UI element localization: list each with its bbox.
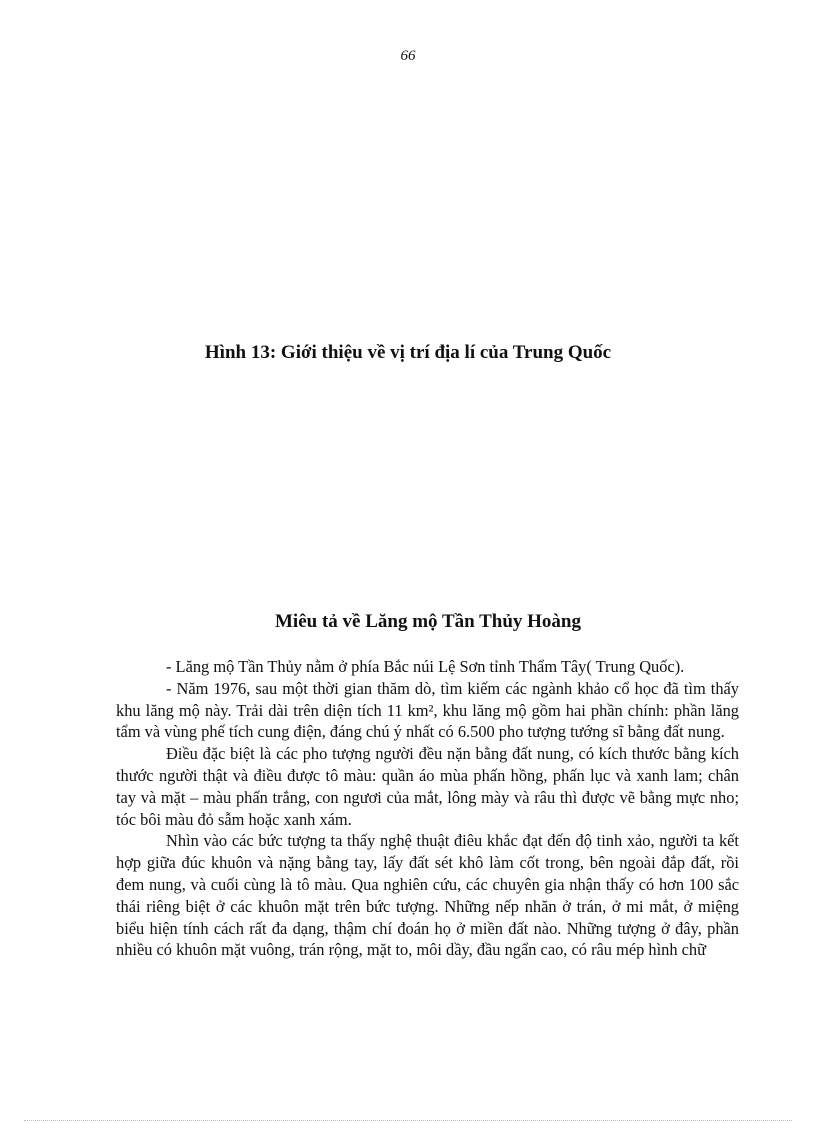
paragraph-location: - Lăng mộ Tần Thủy nằm ở phía Bắc núi Lệ Sơn tỉnh Thẩm Tây( Trung Quốc).: [166, 657, 685, 676]
figure-caption: Hình 13: Giới thiệu về vị trí địa lí của Trung Quốc: [204, 342, 612, 363]
section-title: Miêu tả về Lăng mộ Tần Thủy Hoàng: [275, 611, 581, 632]
body-text: [116, 656, 739, 961]
paragraph-sculpture: Nhìn vào các bức tượng ta thấy nghệ thuật điêu khắc đạt đến độ tinh xảo, người ta kết hợp giữa đúc khuôn và nặng bằng tay, lấy đất sét khô làm cốt trong, bên ngoài đắp đất, rồi đem nung, và cuối cùng là tô màu. Qua nghiên cứu, các chuyên gia nhận thấy có hơn 100 sắc thái riêng biệt ở các khuôn mặt trên bức tượng. Những nếp nhăn ở trán, ở mi mắt, ở miệng biểu hiện tính cách rất đa dạng, thậm chí đoán họ ở miền đất nào. Những tượng ở đây, phần nhiều có khuôn mặt vuông, trán rộng, mặt to, môi dầy, đầu ngẩn cao, có râu mép hình chữ: [116, 831, 739, 960]
paragraph-statues: Điều đặc biệt là các pho tượng người đều nặn bằng đất nung, có kích thước bằng kích thước người thật và điều được tô màu: quần áo mùa phấn hồng, phấn lục và xanh lam; chân tay và mặt – màu phấn trắng, con ngươi của mắt, lông mày và râu thì được vẽ bằng mực nho; tóc bôi màu đỏ sẫm hoặc xanh xám.: [116, 744, 739, 829]
page-bottom-rule: [24, 1120, 792, 1121]
paragraph-discovery: - Năm 1976, sau một thời gian thăm dò, tìm kiếm các ngành khảo cổ học đã tìm thấy khu lăng mộ này. Trải dài trên diện tích 11 km², khu lăng mộ gồm hai phần chính: phần lăng tẩm và vùng phế tích cung điện, đáng chú ý nhất có 6.500 pho tượng tướng sĩ bằng đất nung.: [116, 678, 739, 742]
page-number: 66: [400, 48, 416, 64]
